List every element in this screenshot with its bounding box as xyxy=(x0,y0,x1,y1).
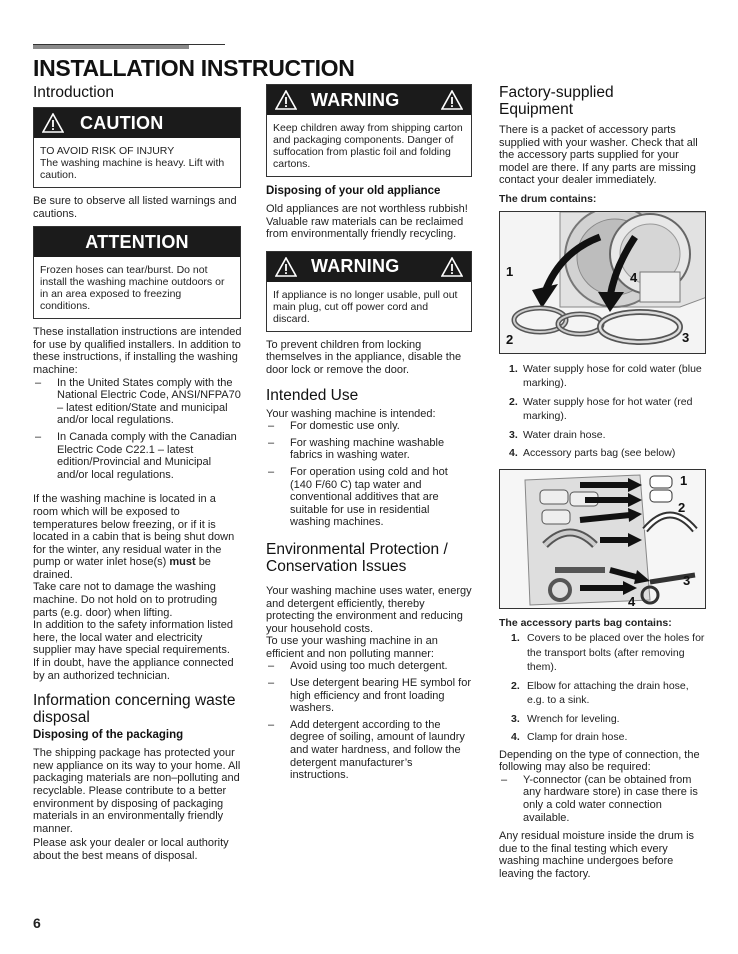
old-appliance-heading: Disposing of your old appliance xyxy=(266,185,441,197)
item-text: Covers to be placed over the holes for the transport bolts (after removing them). xyxy=(527,632,705,674)
warning-2-body: If appliance is no longer usable, pull out main plug, cut off power cord and discard. xyxy=(273,288,458,325)
attention-box xyxy=(33,226,241,319)
fig1-label-3: 3 xyxy=(682,329,690,345)
caution-box xyxy=(33,107,241,188)
waste-heading: Information concerning waste disposal xyxy=(33,692,236,727)
fig1-label-1: 1 xyxy=(506,263,514,279)
warning-triangle-icon xyxy=(441,257,463,277)
fig1-label-2: 2 xyxy=(506,331,514,347)
old-appliance-text: Old appliances are not worthless rubbish! Valuable raw materials can be reclaimed from environmentally friendly recycling. xyxy=(266,203,468,241)
warning-1-body: Keep children away from shipping carton and packaging components. Danger of suffocation from plastic foil and folding cartons. xyxy=(273,122,463,170)
caution-header xyxy=(34,108,240,138)
list-item xyxy=(499,730,705,745)
attention-label: ATTENTION xyxy=(85,231,189,252)
doubt-text: If in doubt, have the appliance connected by an authorized technician. xyxy=(33,657,234,682)
list-item xyxy=(499,428,705,443)
drum-caption: The drum contains: xyxy=(499,192,597,205)
caution-line-2: The washing machine is heavy. Lift with caution. xyxy=(40,157,225,181)
drum-figure xyxy=(499,211,706,354)
column-2 xyxy=(266,84,472,782)
intended-intro: Your washing machine is intended: xyxy=(266,407,436,420)
list-item: – Use detergent bearing HE symbol for high efficiency and front loading washers. xyxy=(266,677,472,715)
item-number: 2. xyxy=(509,395,518,408)
code-list xyxy=(33,377,243,482)
freezing-text xyxy=(33,493,243,581)
attention-header xyxy=(34,227,240,257)
fig2-label-1: 1 xyxy=(680,472,688,488)
packaging-text-1: The shipping package has protected your new appliance on its way to your home. All packaging materials are non–polluting and recyclable. Please contribute to a better environment by disposing of packaging materials in an environmentally friendly manner. xyxy=(33,747,241,835)
page-title: INSTALLATION INSTRUCTION xyxy=(33,55,355,81)
list-item xyxy=(499,631,705,675)
caution-label: CAUTION xyxy=(80,112,164,133)
accessory-illustration xyxy=(500,470,706,609)
fig2-label-2: 2 xyxy=(678,499,686,515)
installers-text: These installation instructions are intended for use by qualified installers. In addition to these instructions, if installing the washing machine: xyxy=(33,326,242,376)
top-rule xyxy=(33,44,225,50)
freezing-must: must xyxy=(169,556,196,569)
item-text: Elbow for attaching the drain hose, e.g. to a sink. xyxy=(527,679,689,707)
item-number: 3. xyxy=(511,712,520,725)
intended-list xyxy=(266,420,472,529)
warning-triangle-icon xyxy=(275,90,297,110)
list-item: – For domestic use only. xyxy=(266,420,472,433)
item-text: Water supply hose for cold water (blue marking). xyxy=(523,362,702,390)
env-text-2: To use your washing machine in an efficient and non polluting manner: xyxy=(266,635,438,660)
bag-caption: The accessory parts bag contains: xyxy=(499,616,672,629)
drum-illustration xyxy=(500,212,706,354)
environmental-heading: Environmental Protection / Conservation Issues xyxy=(266,540,448,575)
item-text: Clamp for drain hose. xyxy=(527,731,628,744)
item-number: 1. xyxy=(511,632,520,645)
factory-text: There is a packet of accessory parts supplied with your washer. Check that all the accessory parts supplied for your model are there. If any parts are missing contact your dealer immediately. xyxy=(499,124,698,187)
column-1 xyxy=(33,84,243,863)
item-number: 3. xyxy=(509,428,518,441)
care-text: Take care not to damage the washing machine. Do not hold on to protruding parts (e.g. door) when lifting. xyxy=(33,581,218,619)
list-item xyxy=(499,362,705,391)
fig1-label-4: 4 xyxy=(630,269,638,285)
list-item: – For washing machine washable fabrics in washing water. xyxy=(266,437,472,462)
item-text: Water drain hose. xyxy=(523,428,606,441)
bag-list xyxy=(499,631,705,745)
item-number: 4. xyxy=(509,447,518,460)
caution-line-1: TO AVOID RISK OF INJURY xyxy=(40,145,175,157)
warning-triangle-icon xyxy=(441,90,463,110)
introduction-heading: Introduction xyxy=(33,84,114,101)
warning-box-2 xyxy=(266,251,472,332)
attention-body: Frozen hoses can tear/burst. Do not install the washing machine outdoors or in an area exposed to freezing conditions. xyxy=(40,264,225,313)
fig2-label-4: 4 xyxy=(628,593,636,609)
item-text: Water supply hose for hot water (red marking). xyxy=(523,395,693,423)
factory-heading: Factory-supplied Equipment xyxy=(499,84,614,118)
packaging-text-2: Please ask your dealer or local authority about the best means of disposal. xyxy=(33,837,229,862)
list-item xyxy=(499,395,705,424)
warning-1-header xyxy=(267,85,471,115)
item-number: 1. xyxy=(509,362,518,375)
env-text-1: Your washing machine uses water, energy and detergent efficiently, thereby protecting the environment and reducing your household costs. xyxy=(266,584,472,635)
column-3 xyxy=(499,84,705,881)
list-item: – For operation using cold and hot (140 F/60 C) tap water and conventional additives that are suitable for use in residential washing machines. xyxy=(266,466,472,529)
list-item: – In the United States comply with the National Electric Code, ANSI/NFPA70 – latest edition/State and municipal and/or local regulations. xyxy=(33,377,243,427)
depending-text: Depending on the type of connection, the following may also be required: xyxy=(499,748,700,774)
freezing-part-1: If the washing machine is located in a room which will be exposed to temperatures below freezing, or if it is located in a cabin that is being shut down for the winter, any residual water in the pump or water inlet hose(s) xyxy=(33,493,235,569)
list-item xyxy=(499,712,705,727)
warning-box-1 xyxy=(266,84,472,177)
caution-body xyxy=(34,138,240,187)
list-item xyxy=(499,679,705,708)
depending-list xyxy=(499,774,705,824)
packaging-heading: Disposing of the packaging xyxy=(33,729,184,742)
safety-text: In addition to the safety information listed here, the local water and electricity supplier may have special requirements. xyxy=(33,619,233,657)
freezing-part-2: be drained. xyxy=(33,556,211,581)
list-item xyxy=(499,446,705,461)
item-text: Accessory parts bag (see below) xyxy=(523,447,676,460)
drum-list xyxy=(499,362,705,461)
list-item: – Y-connector (can be obtained from any hardware store) in case there is only a cold water connection available. xyxy=(499,774,705,824)
fig2-label-3: 3 xyxy=(683,572,691,588)
warning-triangle-icon xyxy=(275,257,297,277)
list-item: – Add detergent according to the degree of soiling, amount of laundry and water hardness, and follow the detergent manufacturer’s instructions. xyxy=(266,719,472,782)
observe-text: Be sure to observe all listed warnings and cautions. xyxy=(33,195,237,220)
accessory-figure xyxy=(499,469,706,609)
prevent-text: To prevent children from locking themselves in the appliance, disable the door lock or remove the door. xyxy=(266,338,462,376)
warning-2-label: WARNING xyxy=(311,256,400,277)
item-text: Wrench for leveling. xyxy=(527,712,620,725)
list-item: – Avoid using too much detergent. xyxy=(266,660,472,673)
warning-1-label: WARNING xyxy=(311,89,400,110)
env-list xyxy=(266,660,472,781)
list-item: – In Canada comply with the Canadian Electric Code C22.1 – latest edition/Provincial and Municipal and/or local regulations. xyxy=(33,431,243,481)
page-number: 6 xyxy=(33,915,41,931)
intended-use-heading: Intended Use xyxy=(266,386,359,404)
warning-2-header xyxy=(267,252,471,282)
residual-text: Any residual moisture inside the drum is due to the final testing which every washing machine undergoes before leaving the factory. xyxy=(499,830,695,880)
warning-triangle-icon xyxy=(42,113,64,133)
item-number: 4. xyxy=(511,731,520,744)
item-number: 2. xyxy=(511,679,520,692)
